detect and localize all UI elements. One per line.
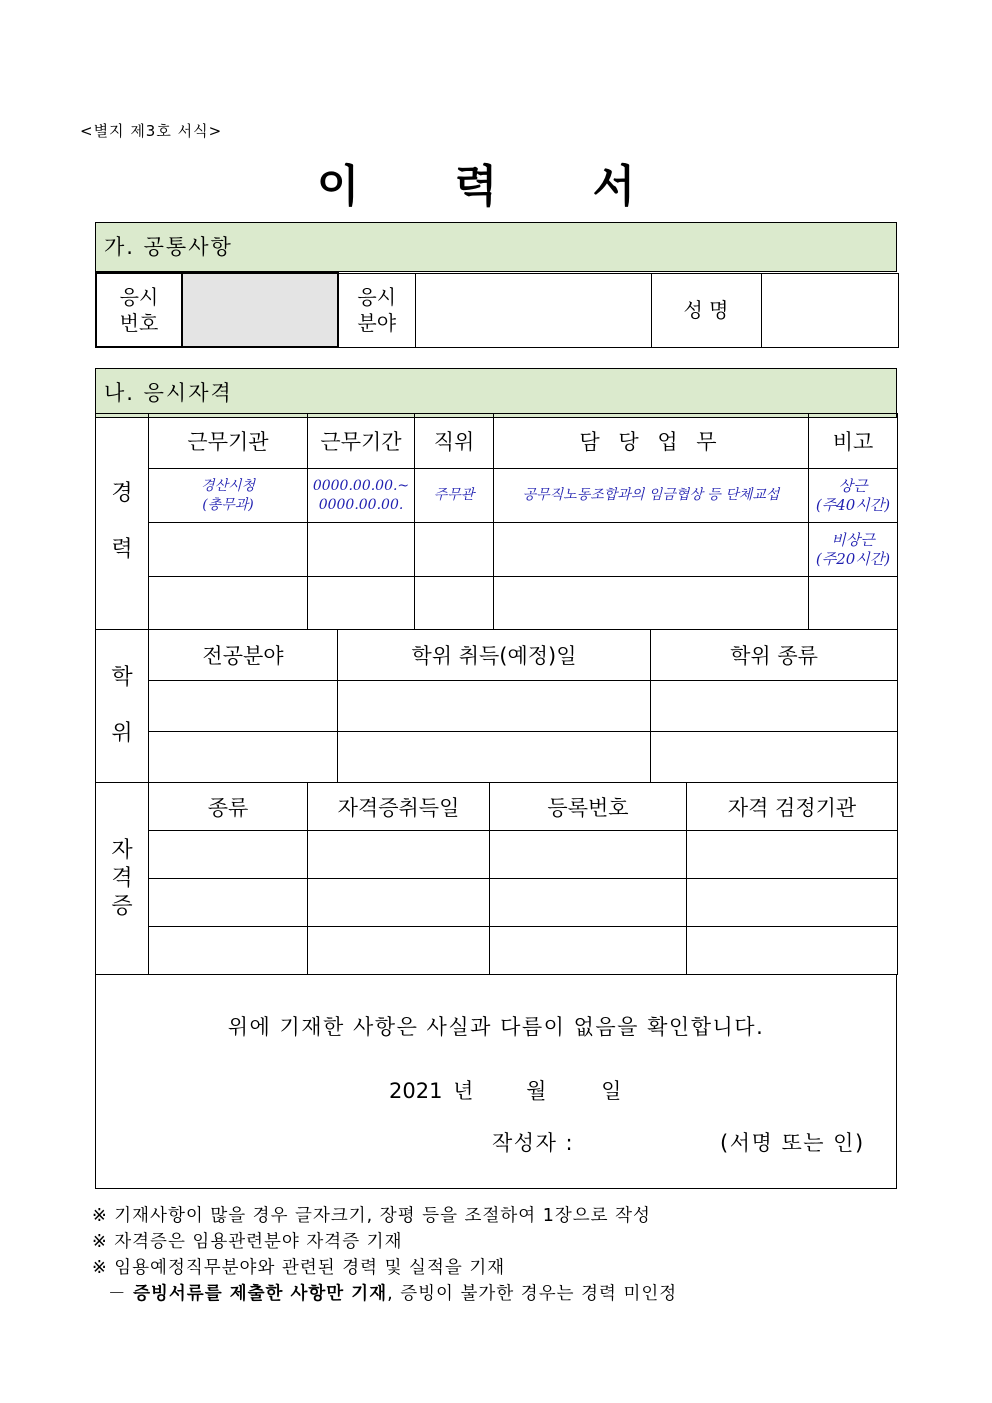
date-year-unit: 년 bbox=[453, 1079, 474, 1103]
section-qualification-header: 나. 응시자격 bbox=[95, 368, 897, 418]
degree-header-major: 전공분야 bbox=[149, 630, 338, 681]
license-issuer-cell[interactable] bbox=[687, 927, 898, 975]
degree-row bbox=[96, 681, 898, 732]
name-label: 성 명 bbox=[651, 273, 761, 347]
note-item: ※ 임용예정직무분야와 관련된 경력 및 실적을 기재 bbox=[92, 1258, 506, 1278]
career-period-cell[interactable]: 0000.00.00.~ 0000.00.00. bbox=[308, 469, 415, 523]
license-issuer-cell[interactable] bbox=[687, 831, 898, 879]
degree-date-cell[interactable] bbox=[338, 681, 651, 732]
application-field-input[interactable] bbox=[415, 273, 651, 347]
license-type-cell[interactable] bbox=[149, 831, 308, 879]
degree-header-date: 학위 취득(예정)일 bbox=[338, 630, 651, 681]
career-position-cell[interactable] bbox=[415, 577, 494, 630]
license-row bbox=[96, 927, 898, 975]
writer-label: 작성자 : bbox=[492, 1131, 575, 1155]
application-number-label: 응시 번호 bbox=[96, 273, 182, 347]
degree-row bbox=[96, 732, 898, 783]
career-position-cell[interactable]: 주무관 bbox=[415, 469, 494, 523]
license-side-label: 자 격 증 bbox=[96, 783, 149, 975]
confirmation-box bbox=[95, 974, 897, 1189]
license-table bbox=[95, 782, 898, 975]
note-item: ※ 기재사항이 많을 경우 글자크기, 장평 등을 조절하여 1장으로 작성 bbox=[92, 1206, 651, 1226]
section-common-header: 가. 공통사항 bbox=[95, 222, 897, 272]
career-position-cell[interactable] bbox=[415, 523, 494, 577]
note-item: ※ 자격증은 임용관련분야 자격증 기재 bbox=[92, 1232, 403, 1252]
career-period-cell[interactable] bbox=[308, 577, 415, 630]
career-note-cell[interactable]: 상근 (주40시간) bbox=[809, 469, 898, 523]
career-table bbox=[95, 413, 898, 630]
career-note-cell[interactable]: 비상근 (주20시간) bbox=[809, 523, 898, 577]
license-row bbox=[96, 879, 898, 927]
career-note-cell[interactable] bbox=[809, 577, 898, 630]
license-type-cell[interactable] bbox=[149, 927, 308, 975]
name-input[interactable] bbox=[761, 273, 898, 347]
license-type-cell[interactable] bbox=[149, 879, 308, 927]
career-duty-cell[interactable] bbox=[494, 523, 809, 577]
signature-label[interactable]: (서명 또는 인) bbox=[720, 1131, 865, 1155]
note-emphasis: 증빙서류를 제출한 사항만 기재 bbox=[133, 1284, 388, 1304]
date-month-unit: 월 bbox=[526, 1079, 547, 1103]
date-line bbox=[389, 1075, 621, 1105]
confirmation-statement: 위에 기재한 사항은 사실과 다름이 없음을 확인합니다. bbox=[227, 1015, 765, 1039]
career-header-note: 비고 bbox=[809, 414, 898, 469]
license-date-cell[interactable] bbox=[308, 831, 490, 879]
career-org-cell[interactable] bbox=[149, 523, 308, 577]
notes bbox=[92, 1203, 677, 1307]
career-duty-cell[interactable] bbox=[494, 577, 809, 630]
career-header-duty: 담 당 업 무 bbox=[494, 414, 809, 469]
license-date-cell[interactable] bbox=[308, 927, 490, 975]
career-duty-cell[interactable]: 공무직노동조합과의 임금협상 등 단체교섭 bbox=[494, 469, 809, 523]
career-row bbox=[96, 469, 898, 523]
license-issuer-cell[interactable] bbox=[687, 879, 898, 927]
application-field-label: 응시 분야 bbox=[338, 273, 415, 347]
date-day-unit: 일 bbox=[601, 1079, 622, 1103]
career-org-cell[interactable]: 경산시청 (총무과) bbox=[149, 469, 308, 523]
career-row bbox=[96, 523, 898, 577]
note-rest: , 증빙이 불가한 경우는 경력 미인정 bbox=[387, 1284, 678, 1304]
career-org-cell[interactable] bbox=[149, 577, 308, 630]
degree-side-label: 학 위 bbox=[96, 630, 149, 783]
degree-type-cell[interactable] bbox=[651, 681, 898, 732]
common-info-table bbox=[95, 272, 899, 348]
degree-date-cell[interactable] bbox=[338, 732, 651, 783]
license-date-cell[interactable] bbox=[308, 879, 490, 927]
degree-table bbox=[95, 629, 898, 783]
career-header-period: 근무기간 bbox=[308, 414, 415, 469]
license-header-date: 자격증취득일 bbox=[308, 783, 490, 831]
degree-header-type: 학위 종류 bbox=[651, 630, 898, 681]
application-number-field[interactable] bbox=[182, 273, 338, 347]
career-period-cell[interactable] bbox=[308, 523, 415, 577]
degree-major-cell[interactable] bbox=[149, 681, 338, 732]
degree-major-cell[interactable] bbox=[149, 732, 338, 783]
career-header-org: 근무기관 bbox=[149, 414, 308, 469]
license-header-issuer: 자격 검정기관 bbox=[687, 783, 898, 831]
license-reg-cell[interactable] bbox=[490, 927, 687, 975]
form-number-label: <별지 제3호 서식> bbox=[80, 122, 223, 140]
date-year[interactable]: 2021 bbox=[389, 1079, 443, 1103]
career-side-label: 경 력 bbox=[96, 414, 149, 630]
license-reg-cell[interactable] bbox=[490, 879, 687, 927]
career-row bbox=[96, 577, 898, 630]
note-item-sub bbox=[92, 1281, 677, 1307]
license-reg-cell[interactable] bbox=[490, 831, 687, 879]
license-row bbox=[96, 831, 898, 879]
license-header-type: 종류 bbox=[149, 783, 308, 831]
career-header-position: 직위 bbox=[415, 414, 494, 469]
note-dash: － bbox=[108, 1284, 134, 1304]
license-header-reg-number: 등록번호 bbox=[490, 783, 687, 831]
document-title: 이 력 서 bbox=[316, 161, 676, 212]
degree-type-cell[interactable] bbox=[651, 732, 898, 783]
